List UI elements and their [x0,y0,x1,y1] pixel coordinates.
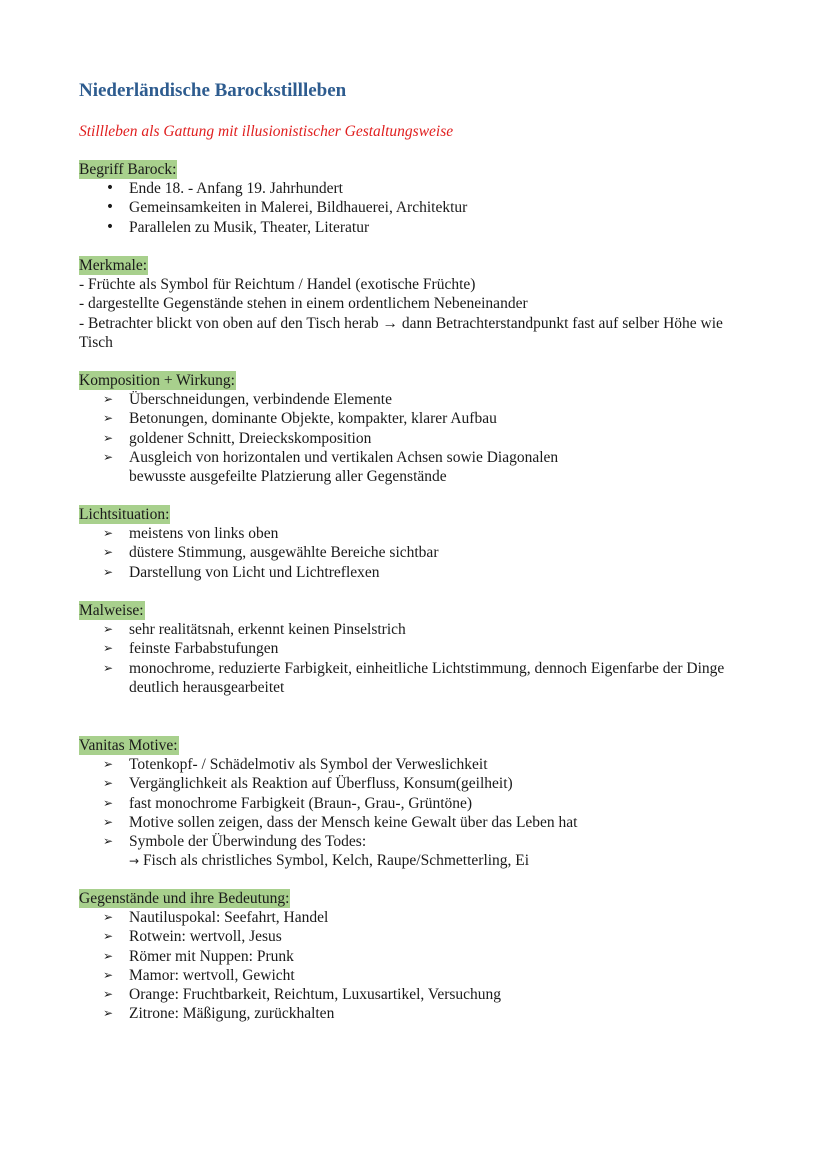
section-malweise [79,601,779,697]
arrow-bullet-icon: ➢ [102,622,114,636]
arrow-bullet-icon: ➢ [102,641,114,656]
list-item: ➢ Symbole der Überwindung des Todes: [102,833,367,851]
right-arrow-icon: → [129,854,140,869]
list-item: ➢ Mamor: wertvoll, Gewicht [102,966,295,984]
arrow-bullet-icon: ➢ [102,795,114,810]
list-item: ➢ sehr realitätsnah, erkennt keinen Pinselstrich [102,621,406,638]
arrow-bullet-icon: ➢ [102,660,114,675]
document-subtitle: Stillleben als Gattung mit illusionistischer Gestaltungsweise [79,123,454,140]
section-gegenstaende [79,889,779,1024]
list-item: ➢ monochrome, reduzierte Farbigkeit, einheitliche Lichtstimmung, dennoch Eigenfarbe der Dinge deutlich herausgearbeitet [102,659,725,696]
list-item: ➢ Motive sollen zeigen, dass der Mensch keine Gewalt über das Leben hat [102,813,578,831]
arrow-bullet-icon: ➢ [102,449,114,464]
bullet-icon: • [105,218,115,235]
section-heading-komposition: Komposition + Wirkung: [79,372,235,389]
arrow-bullet-icon: ➢ [102,564,114,579]
arrow-bullet-icon: ➢ [102,545,114,560]
arrow-bullet-icon: ➢ [102,411,114,426]
arrow-bullet-icon: ➢ [102,392,114,406]
list-item: ➢ goldener Schnitt, Dreieckskomposition [102,429,372,447]
list-continuation: → Fisch als christliches Symbol, Kelch, Raupe/Schmetterling, Ei [129,852,530,870]
list-item: ➢ fast monochrome Farbigkeit (Braun-, Grau-, Grüntöne) [102,794,473,812]
arrow-bullet-icon: ➢ [102,967,114,982]
section-vanitas [79,736,779,872]
list-item: ➢ Nautiluspokal: Seefahrt, Handel [102,909,329,926]
arrow-bullet-icon: ➢ [102,526,114,540]
arrow-bullet-icon: ➢ [102,948,114,963]
text-paragraph: - Betrachter blickt von oben auf den Tisch herab → dann Betrachterstandpunkt fast auf selber Höhe wie Tisch [79,314,723,351]
list-item: ➢ Zitrone: Mäßigung, zurückhalten [102,1005,335,1023]
list-item: ➢ Römer mit Nuppen: Prunk [102,947,294,965]
document-title: Niederländische Barockstillleben [79,80,347,101]
list-item: • Parallelen zu Musik, Theater, Literatur [79,218,779,237]
text-line: - dargestellte Gegenstände stehen in einem ordentlichem Nebeneinander [79,295,528,313]
list-item: ➢ feinste Farbabstufungen [102,640,279,658]
bullet-icon: • [105,180,115,196]
arrow-bullet-icon: ➢ [102,757,114,771]
list-item: ➢ Überschneidungen, verbindende Elemente [102,391,392,408]
list-item: ➢ meistens von links oben [102,525,279,542]
section-heading-malweise: Malweise: [79,602,144,619]
section-komposition [79,371,779,486]
arrow-bullet-icon: ➢ [102,814,114,829]
section-heading-licht: Lichtsituation: [79,506,170,523]
arrow-bullet-icon: ➢ [102,1006,114,1021]
list-item: • Ende 18. - Anfang 19. Jahrhundert [79,179,779,198]
section-heading-barock: Begriff Barock: [79,161,177,178]
list-item: • Gemeinsamkeiten in Malerei, Bildhauerei, Architektur [79,198,779,217]
section-heading-vanitas: Vanitas Motive: [79,737,178,754]
section-licht [79,505,779,582]
list-item: ➢ Orange: Fruchtbarkeit, Reichtum, Luxusartikel, Versuchung [102,986,502,1004]
bullet-icon: • [105,199,115,216]
arrow-bullet-icon: ➢ [102,929,114,944]
list-item: ➢ düstere Stimmung, ausgewählte Bereiche sichtbar [102,544,439,562]
list-item: ➢ Totenkopf- / Schädelmotiv als Symbol der Verweslichkeit [102,756,488,773]
section-merkmale [79,256,779,352]
list-item: ➢ Rotwein: wertvoll, Jesus [102,928,282,946]
list-item: ➢ Vergänglichkeit als Reaktion auf Überfluss, Konsum(geilheit) [102,775,513,793]
arrow-bullet-icon: ➢ [102,834,114,849]
arrow-bullet-icon: ➢ [102,776,114,791]
section-barock [79,160,779,237]
list-item: ➢ Darstellung von Licht und Lichtreflexen [102,563,380,581]
list-continuation: bewusste ausgefeilte Platzierung aller Gegenstände [129,468,447,486]
section-heading-merkmale: Merkmale: [79,257,148,274]
text-line: - Früchte als Symbol für Reichtum / Handel (exotische Früchte) [79,276,476,293]
arrow-bullet-icon: ➢ [102,910,114,924]
list-item: ➢ Ausgleich von horizontalen und vertikalen Achsen sowie Diagonalen [102,448,559,466]
arrow-bullet-icon: ➢ [102,430,114,445]
arrow-bullet-icon: ➢ [102,987,114,1002]
list-item: ➢ Betonungen, dominante Objekte, kompakter, klarer Aufbau [102,410,497,428]
section-heading-gegenstaende: Gegenstände und ihre Bedeutung: [79,890,290,907]
